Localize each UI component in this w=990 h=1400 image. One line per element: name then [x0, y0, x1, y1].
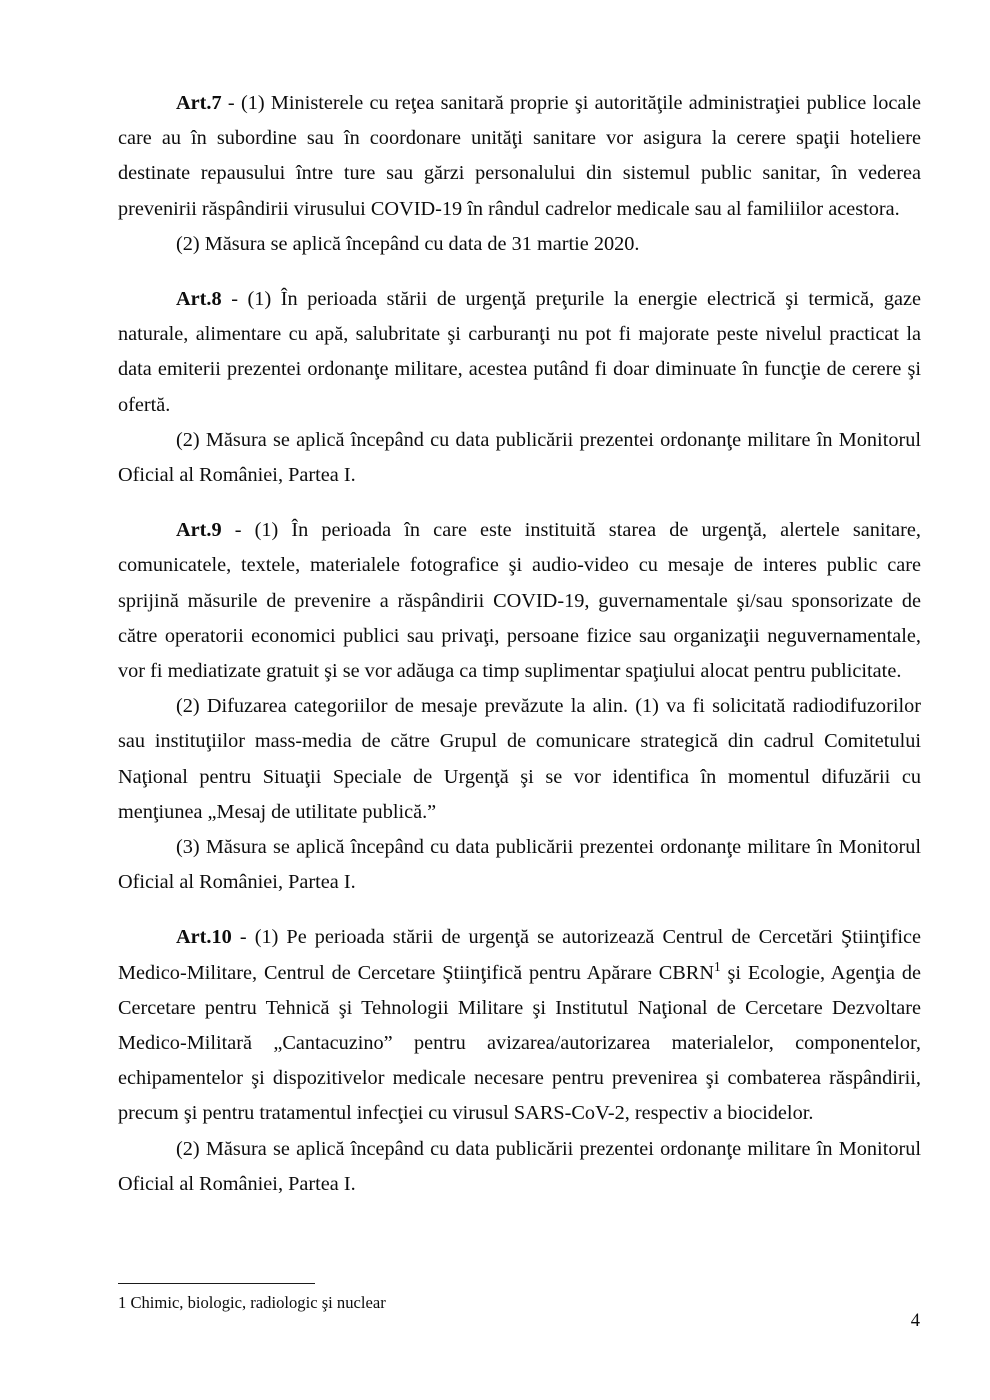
article-7-paragraph-2: (2) Măsura se aplică începând cu data de 31 martie 2020.: [176, 232, 640, 255]
article-8-paragraph-1: [118, 282, 921, 423]
spacer: [118, 262, 921, 282]
article-7-label: Art.7: [176, 92, 222, 114]
footnote-separator: [118, 1283, 315, 1284]
article-10-label: Art.10: [176, 926, 232, 949]
article-9-paragraph-1: [118, 513, 921, 689]
article-8-paragraph-2: (2) Măsura se aplică începând cu data publicării prezentei ordonanţe militare în Monitorul Oficial al României, Partea I.: [118, 428, 921, 487]
spacer: [118, 493, 921, 513]
footnote-1: 1 Chimic, biologic, radiologic şi nuclear: [118, 1293, 386, 1312]
document-body: [118, 86, 921, 1202]
footnote-reference-1: 1: [713, 958, 721, 974]
article-8-text-1: - (1) În perioada stării de urgenţă preţurile la energie electrică şi termică, gaze naturale, alimentare cu apă, salubritate şi carburanţi nu pot fi majorate peste nivelul practicat la data emiterii prezentei ordonanţe militare, acestea putând fi doar diminuate în funcţie de cerere şi ofertă.: [118, 288, 921, 416]
article-9-label: Art.9: [176, 519, 222, 542]
article-10-paragraph-2: (2) Măsura se aplică începând cu data publicării prezentei ordonanţe militare în Monitorul Oficial al României, Partea I.: [118, 1137, 921, 1195]
article-7-paragraph-1: [118, 86, 921, 227]
spacer: [118, 900, 921, 920]
page-number: 4: [910, 1311, 920, 1331]
footnote-area: [118, 1283, 921, 1314]
article-10-text-before-footnote-ref: - (1) Pe perioada stării de urgenţă se autorizează Centrul de Cercetări Ştiinţifice Medico-Militare, Centrul de Cercetare Ştiinţifică pentru Apărare CBRN: [118, 926, 921, 984]
article-9-text-1: - (1) În perioada în care este instituită starea de urgenţă, alertele sanitare, comunicatele, textele, materialele fotografice şi audio-video cu mesaje de interes public care sprijină măsurile de prevenire a răspândirii COVID-19, guvernamentale şi/sau sponsorizate de către operatorii economici publici sau privaţi, persoane fizice sau organizaţii neguvernamentale, vor fi mediatizate gratuit şi se vor adăuga ca timp suplimentar spaţiului alocat pentru publicitate.: [118, 519, 921, 683]
article-9-paragraph-2: (2) Difuzarea categoriilor de mesaje prevăzute la alin. (1) va fi solicitată radiodifuzorilor sau instituţiilor mass-media de către Grupul de comunicare strategică din cadrul Comitetului Naţional pentru Situaţii Speciale de Urgenţă şi se vor identifica în momentul difuzării cu menţiunea „Mesaj de utilitate publică.”: [118, 695, 921, 823]
article-10-paragraph-1: [118, 920, 921, 1131]
article-9-paragraph-3: (3) Măsura se aplică începând cu data publicării prezentei ordonanţe militare în Monitorul Oficial al României, Partea I.: [118, 836, 921, 894]
article-7-text-1: - (1) Ministerele cu reţea sanitară proprie şi autorităţile administraţiei publice locale care au în subordine sau în coordonare unităţi sanitare vor asigura la cerere spaţii hoteliere destinate repausului între ture sau gărzi personalului din sistemul public sanitar, în vederea prevenirii răspândirii virusului COVID-19 în rândul cadrelor medicale sau al familiilor acestora.: [118, 92, 921, 220]
article-8-label: Art.8: [176, 288, 222, 311]
article-10-text-after-footnote-ref: şi Ecologie, Agenţia de Cercetare pentru Tehnică şi Tehnologii Militare şi Institutul Naţional de Cercetare Dezvoltare Medico-Militară „Cantacuzino” pentru avizarea/autorizarea materialelor, componentelor, echipamentelor şi dispozitivelor medicale necesare pentru prevenirea şi combaterea răspândirii, precum şi pentru tratamentul infecţiei cu virusul SARS-CoV-2, respectiv a biocidelor.: [118, 961, 922, 1125]
